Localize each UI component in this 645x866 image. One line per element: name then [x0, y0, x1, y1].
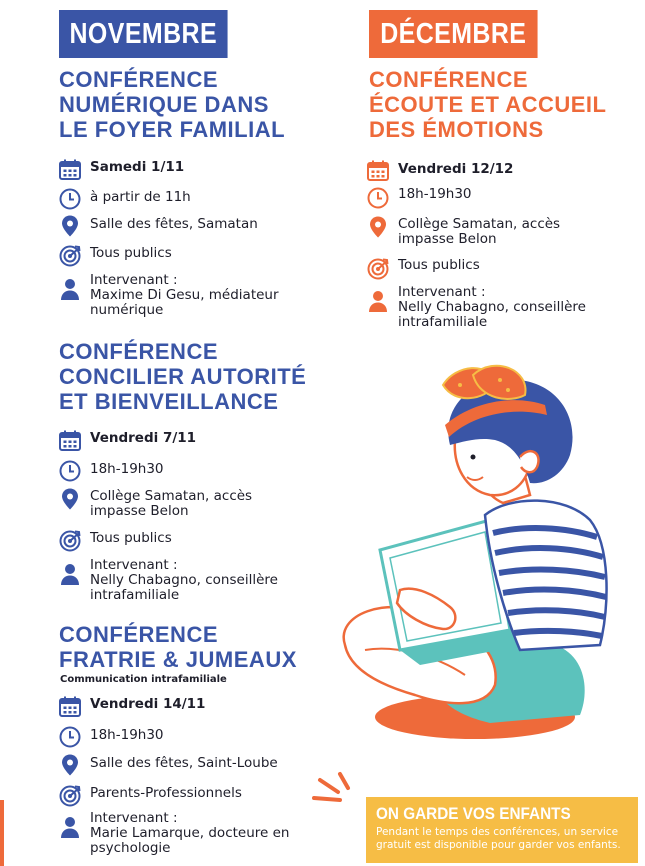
month-tag-decembre: DÉCEMBRE [369, 10, 538, 58]
speaker-row [58, 811, 289, 856]
event-time: à partir de 11h [90, 189, 191, 205]
date-row [58, 429, 196, 453]
audience-row [58, 784, 242, 808]
speaker-label: Intervenant : [398, 284, 486, 300]
event-date: Vendredi 14/11 [90, 696, 206, 712]
childcare-text-line: gratuit est disponible pour garder vos enfants. [376, 839, 621, 851]
event-date: Vendredi 12/12 [398, 161, 514, 177]
spark-marks-icon [310, 770, 362, 814]
speaker-role: intrafamiliale [90, 587, 180, 603]
event-title [59, 67, 285, 142]
person-icon [58, 562, 84, 586]
calendar-icon [58, 695, 84, 719]
event-place: Collège Samatan, accès [398, 216, 561, 232]
event-title [59, 339, 306, 414]
speaker-name: Nelly Chabagno, conseillère [90, 572, 278, 588]
title-line: CONCILIER AUTORITÉ [59, 364, 307, 389]
event-time: 18h-19h30 [90, 461, 164, 477]
place-row [58, 214, 258, 238]
speaker-label: Intervenant : [90, 272, 178, 288]
title-line: ET BIENVEILLANCE [59, 389, 279, 414]
time-row [58, 187, 191, 211]
speaker-row [366, 285, 586, 330]
event-place: Collège Samatan, accès [90, 488, 253, 504]
title-line: NUMÉRIQUE DANS [59, 92, 269, 117]
speaker-role: psychologie [90, 840, 171, 856]
speaker-label: Intervenant : [90, 810, 178, 826]
clock-icon [58, 725, 84, 749]
speaker-role: intrafamiliale [398, 314, 488, 330]
audience-row [366, 257, 480, 281]
speaker-label: Intervenant : [90, 557, 178, 573]
clock-icon [58, 187, 84, 211]
location-pin-icon [58, 214, 84, 238]
edge-accent [0, 800, 4, 866]
speaker-name: Marie Lamarque, docteure en [90, 825, 290, 841]
title-line: DES ÉMOTIONS [369, 117, 544, 142]
place-row [366, 215, 560, 247]
title-line: FRATRIE & JUMEAUX [59, 647, 297, 672]
month-tag-novembre: NOVEMBRE [59, 10, 228, 58]
childcare-info-box [366, 797, 638, 863]
person-icon [58, 277, 84, 301]
event-title [59, 622, 297, 672]
speaker-role: numérique [90, 302, 164, 318]
audience-row [58, 244, 172, 268]
title-line: CONFÉRENCE [59, 67, 219, 92]
event-audience: Tous publics [90, 245, 172, 261]
date-row [366, 159, 513, 183]
event-place: impasse Belon [90, 503, 189, 519]
place-row [58, 753, 278, 777]
time-row [366, 186, 472, 210]
event-place: Salle des fêtes, Samatan [90, 216, 258, 232]
title-line: CONFÉRENCE [59, 339, 219, 364]
event-time: 18h-19h30 [398, 186, 472, 202]
childcare-text-line: Pendant le temps des conférences, un service [376, 826, 619, 838]
calendar-icon [366, 159, 392, 183]
clock-icon [58, 459, 84, 483]
title-line: CONFÉRENCE [59, 622, 219, 647]
person-icon [58, 815, 84, 839]
target-icon [58, 529, 84, 553]
speaker-name: Maxime Di Gesu, médiateur [90, 287, 279, 303]
speaker-row [58, 558, 278, 603]
event-date: Vendredi 7/11 [90, 430, 197, 446]
event-audience: Tous publics [90, 530, 172, 546]
calendar-icon [58, 158, 84, 182]
speaker-row [58, 273, 279, 318]
audience-row [58, 529, 172, 553]
speaker-name: Nelly Chabagno, conseillère [398, 299, 586, 315]
place-row [58, 487, 252, 519]
date-row [58, 695, 205, 719]
event-time: 18h-19h30 [90, 727, 164, 743]
time-row [58, 725, 164, 749]
event-audience: Parents-Professionnels [90, 785, 242, 801]
event-place: impasse Belon [398, 231, 497, 247]
title-line: LE FOYER FAMILIAL [59, 117, 286, 142]
title-line: ÉCOUTE ET ACCUEIL [369, 92, 607, 117]
event-subtitle: Communication intrafamiliale [60, 674, 227, 685]
location-pin-icon [58, 487, 84, 511]
title-line: CONFÉRENCE [369, 67, 529, 92]
event-date: Samedi 1/11 [90, 159, 185, 175]
target-icon [58, 784, 84, 808]
event-audience: Tous publics [398, 257, 480, 273]
calendar-icon [58, 429, 84, 453]
clock-icon [366, 186, 392, 210]
time-row [58, 459, 164, 483]
childcare-text [376, 826, 628, 852]
event-place: Salle des fêtes, Saint-Loube [90, 755, 278, 771]
date-row [58, 158, 184, 182]
childcare-title: ON GARDE VOS ENFANTS [376, 804, 571, 823]
location-pin-icon [58, 753, 84, 777]
location-pin-icon [366, 215, 392, 239]
target-icon [58, 244, 84, 268]
person-icon [366, 289, 392, 313]
target-icon [366, 257, 392, 281]
event-title [369, 67, 606, 142]
child-with-laptop-illustration [325, 345, 625, 745]
